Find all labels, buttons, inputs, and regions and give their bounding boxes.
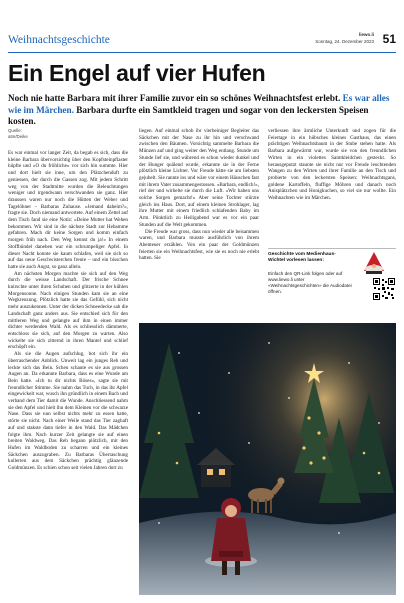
credit-label: Quelle: [8,128,22,133]
page-number: 51 [382,32,396,46]
page-header [8,32,396,50]
story-illustration [139,323,396,595]
audio-title: Geschichte vom Medienhaus-Wichtel vorlesen lassen: [268,252,336,263]
paragraph: verliessen ihre ärmliche Unterkunft und zogen für die Feiertage in ein hübsches kleines Gasthaus, das einen prächtigen Weihnachtsbaum in der Stube stehen hatte. Als Barbara aufgewärmt war, wurde sie von den freundlichen Wirten in ein violettes Samtkleidchen gesteckt. So herausgeputzt staunte sie nicht nur vor Freude leuchtenden Wangen zu den Wirten und ihrer Familie an den Tisch und probierte von den leckersten Speisen: Weihnachtsgans, goldene Kartoffeln, fluffige Möhren und danach noch Anisplätzchen und Honigkuchen, so viel sie nur wollte. Ein Weihnachten wie im Märchen. [268,128,396,202]
lead-paragraph [8,93,398,128]
winter-forest-scene [139,323,396,595]
paragraph: liegen. Auf einmal schob ihr vierbeiniger Begleiter das Säckchen mit der Nase zu ihr hin und verschwand zwischen den Bäumen. Vorsichtig sammelte Barbara die Münzen auf und ging weiter den Weg entlang. Stunde um Stunde lief sie, und während es schon wieder dunkel und der Hunger quälend wurde, erkannte sie in der Ferne plötzlich kleine Lichter. Vor Freude hätte sie am liebsten gejubelt. Sie rannte los und wäre vor einem Häuschen fast mit ihrem Vater zusammengestossen. «Barbara, endlich!», rief der und wirbelte sie durch die Luft. «Wir haben uns solche Sorgen gemacht!» Aber seine Tochter stürzte gleich ins Haus. Dort, auf einem kleinen Strohlager, lag ihre Mutter mit einem friedlich schlafenden Baby im Arm. Pünktlich zu Heiligabend war es vor ein paar Stunden auf die Welt gekommen. [139,128,259,228]
qr-code-icon[interactable] [372,277,396,301]
credit-value: atm/Deike [8,134,28,139]
header-rule [8,52,396,53]
headline: Ein Engel auf vier Hufen [8,60,266,86]
paragraph: Als sie die Augen aufschlug, bot sich ihr ein überraschender Anblick. Unweit lag ein junges Reh und leckte sich das Bein. Scheu schaute es sie aus grossen Augen an. Da erkannte Barbara, dass es eine Wunde am Bein hatte. «Ich tu dir nichts Böses», sagte sie mit freundlicher Stimme. Sie nahm das Tuch, in das ihr Apfel eingewickelt war, wusch ihn gründlich in einem Bach und verband dem Tier damit die Wunde. Anschliessend nahm sie den Apfel und hielt ihn dem Kleinen vor die schwarze Nase. Dass sie nun selbst nichts mehr zu essen hatte, störte sie nicht. Nach einer Weile stand das Tier zaghaft auf und stakste dann tiefer in den Wald. Das Mädchen folgte ihm. Nach kurzer Zeit gelangte sie auf einen breiten Waldweg. Das Reh begann plötzlich, mit den Hufen im Waldboden zu scharren und ein kleines Säckchen auszugraben. Zu Barbaras Überraschung kullerten aus dem Säckchen prächtig glänzende Goldmünzen. Es schien schon seit vielen Jahren dort zu [8,351,128,472]
lead-text-1: Noch nie hatte Barbara mit ihrer Familie zuvor ein so schönes Weihnachtsfest erlebt. [8,93,343,103]
article-column-2 [139,128,259,318]
section-title: Weihnachtsgeschichte [8,34,110,46]
lead-highlight: Es war alles wie im Märchen. [8,93,390,115]
article-column-3 [268,128,396,236]
paragraph: Am nächsten Morgen machte sie sich auf den Weg durch die weisse Landschaft. Der frische Schnee knirschte unter ihren Schuhen und glitzerte in der kühlen Morgensonne. Nach einigen Stunden kam sie an eine Wegkreuzung. Plötzlich hatte sie das Gefühl, sich nicht mehr auszukennen. Unter der dicken Schneedecke sah die Landschaft ganz anders aus. Sie entschied sich für den mittleren Weg und gelangte auf ihm in einen immer dichter werdenden Wald. Als es schliesslich dämmerte, entschloss sie sich, auf den Morgen zu warten. Also wickelte sie sich zitternd in ihren Mantel und schlief erschöpft ein. [8,270,128,351]
paragraph: Es war einmal vor langer Zeit, da begab es sich, dass die kleine Barbara übervorsichtig über den Kopfsteinpflaster hüpfte und «O du fröhliche» vor sich hin summte. Hier und dort hielt sie inne, um den Plätzchenduft zu geniessen, der durch die Gassen zog. Mit jedem Schritt weg von der Stadtmitte wurden die Beleuchtungen weniger und irgendwann verschwanden sie ganz. Hier draussen waren nur noch die Hütten der Weber und Tagelöhner – Barbaras Zuhause. «Jemand daheim?», fragte sie. Doch niemand antwortete. Auf einem Zettel auf dem Tisch fand sie eine Notiz: «Deine Mutter hat Wehen bekommen. Wir sind in die nächste Stadt zur Hebamme gefahren. Mach dir keine Sorgen und komm einfach morgen früh nach. Den Weg kennst du ja!» In einem Stoffbündel daneben war ein schrumpeliger Apfel. In dieser Nacht konnte sie kaum schlafen, weil sie sich so auf das neue Geschwisterchen freute – und ein bisschen hatte sie auch Angst, so ganz allein. [8,150,128,270]
issue-date: Sonntag, 24. Dezember 2023 [315,39,374,44]
site-name: liewo.li [358,32,374,37]
paragraph: Die Freude war gross, dass nun wieder alle beisammen waren, und Barbara musste ausführlich von ihrem Abenteuer erzählen. Von ein paar der Goldmünzen feierten sie ein Weihnachtsfest, wie sie es noch nie erlebt hatten. Sie [139,228,259,262]
gnome-illustration-icon [354,251,394,275]
audio-instructions: Einfach den QR-Link folgen oder auf www.liewo.li unter «Weihnachtsgeschichten» die Audiodatei öffnen. [268,271,352,294]
audio-box [268,248,396,311]
lead-text-2: Barbara durfte ein Samtkleid tragen und sogar von den leckersten Speisen kosten. [8,104,369,126]
article-column-1 [8,150,128,595]
